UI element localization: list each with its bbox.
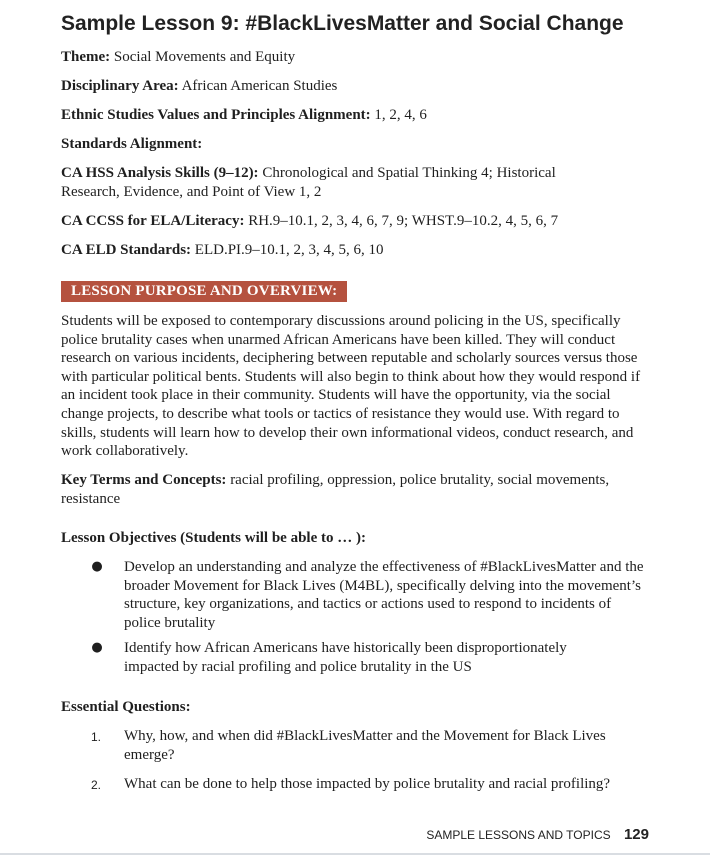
bullet-icon: ● <box>91 559 103 574</box>
values-value: 1, 2, 4, 6 <box>374 107 427 123</box>
question-item <box>91 727 644 764</box>
question-text: What can be done to help those impacted by police brutality and racial profiling? <box>124 776 611 792</box>
values-label: Ethnic Studies Values and Principles Alignment: <box>61 107 371 123</box>
objective-item <box>91 639 624 676</box>
objective-text: Identify how African Americans have historically been disproportionately impacted by racial profiling and police brutality in the US <box>124 640 567 675</box>
eld-line <box>61 241 661 260</box>
ccss-value: RH.9–10.1, 2, 3, 4, 6, 7, 9; WHST.9–10.2, 4, 5, 6, 7 <box>248 213 559 229</box>
question-item <box>91 775 664 794</box>
key-terms-value: racial profiling, oppression, police brutality, social movements, resistance <box>61 472 610 507</box>
objective-text: Develop an understanding and analyze the effectiveness of #BlackLivesMatter and the broader Movement for Black Lives (M4BL), specifically delving into the movement’s structure, key organizations, and tactics or actions used to respond to incidents of police brutality <box>124 559 644 631</box>
key-terms-label: Key Terms and Concepts: <box>61 472 227 488</box>
key-terms <box>61 471 661 508</box>
area-value: African American Studies <box>181 78 338 94</box>
theme-line <box>61 48 661 67</box>
footer-divider <box>0 853 710 855</box>
objectives-heading: Lesson Objectives (Students will be able to … ): <box>61 530 366 546</box>
bullet-icon: ● <box>91 640 103 655</box>
page-footer <box>426 826 649 843</box>
page-number: 129 <box>623 826 649 843</box>
question-number: 2. <box>91 778 102 792</box>
questions-heading: Essential Questions: <box>61 699 191 715</box>
question-number: 1. <box>91 730 102 744</box>
objective-item <box>91 558 644 632</box>
eld-label: CA ELD Standards: <box>61 242 192 258</box>
standards-label: Standards Alignment: <box>61 136 203 152</box>
theme-value: Social Movements and Equity <box>113 49 296 65</box>
ccss-line <box>61 212 661 231</box>
purpose-paragraph: Students will be exposed to contemporary discussions around policing in the US, specifically police brutality cases when unarmed African Americans have been killed. They will conduct research on various incidents, deciphering between reputable and scholarly sources versus those with particular political bents. Students will also begin to think about how they would respond if an incident took place in their community. Students will have the opportunity, via the social change projects, to describe what tools or tactics of resistance they would use. With regard to skills, students will learn how to develop their own informational videos, conduct research, and work collaboratively. <box>61 313 641 460</box>
lesson-title: Sample Lesson 9: #BlackLivesMatter and Social Change <box>61 12 624 35</box>
question-text: Why, how, and when did #BlackLivesMatter and the Movement for Black Lives emerge? <box>124 728 606 763</box>
values-line <box>61 106 661 125</box>
hss-line <box>61 164 601 202</box>
area-label: Disciplinary Area: <box>61 78 179 94</box>
hss-value: Chronological and Spatial Thinking 4; Historical Research, Evidence, and Point of View 1, 2 <box>61 165 556 200</box>
footer-section: SAMPLE LESSONS AND TOPICS <box>426 828 611 842</box>
standards-heading <box>61 135 661 154</box>
area-line <box>61 77 661 96</box>
purpose-banner: LESSON PURPOSE AND OVERVIEW: <box>61 281 347 302</box>
ccss-label: CA CCSS for ELA/Literacy: <box>61 213 245 229</box>
eld-value: ELD.PI.9–10.1, 2, 3, 4, 5, 6, 10 <box>194 242 384 258</box>
hss-label: CA HSS Analysis Skills (9–12): <box>61 165 259 181</box>
theme-label: Theme: <box>61 49 111 65</box>
